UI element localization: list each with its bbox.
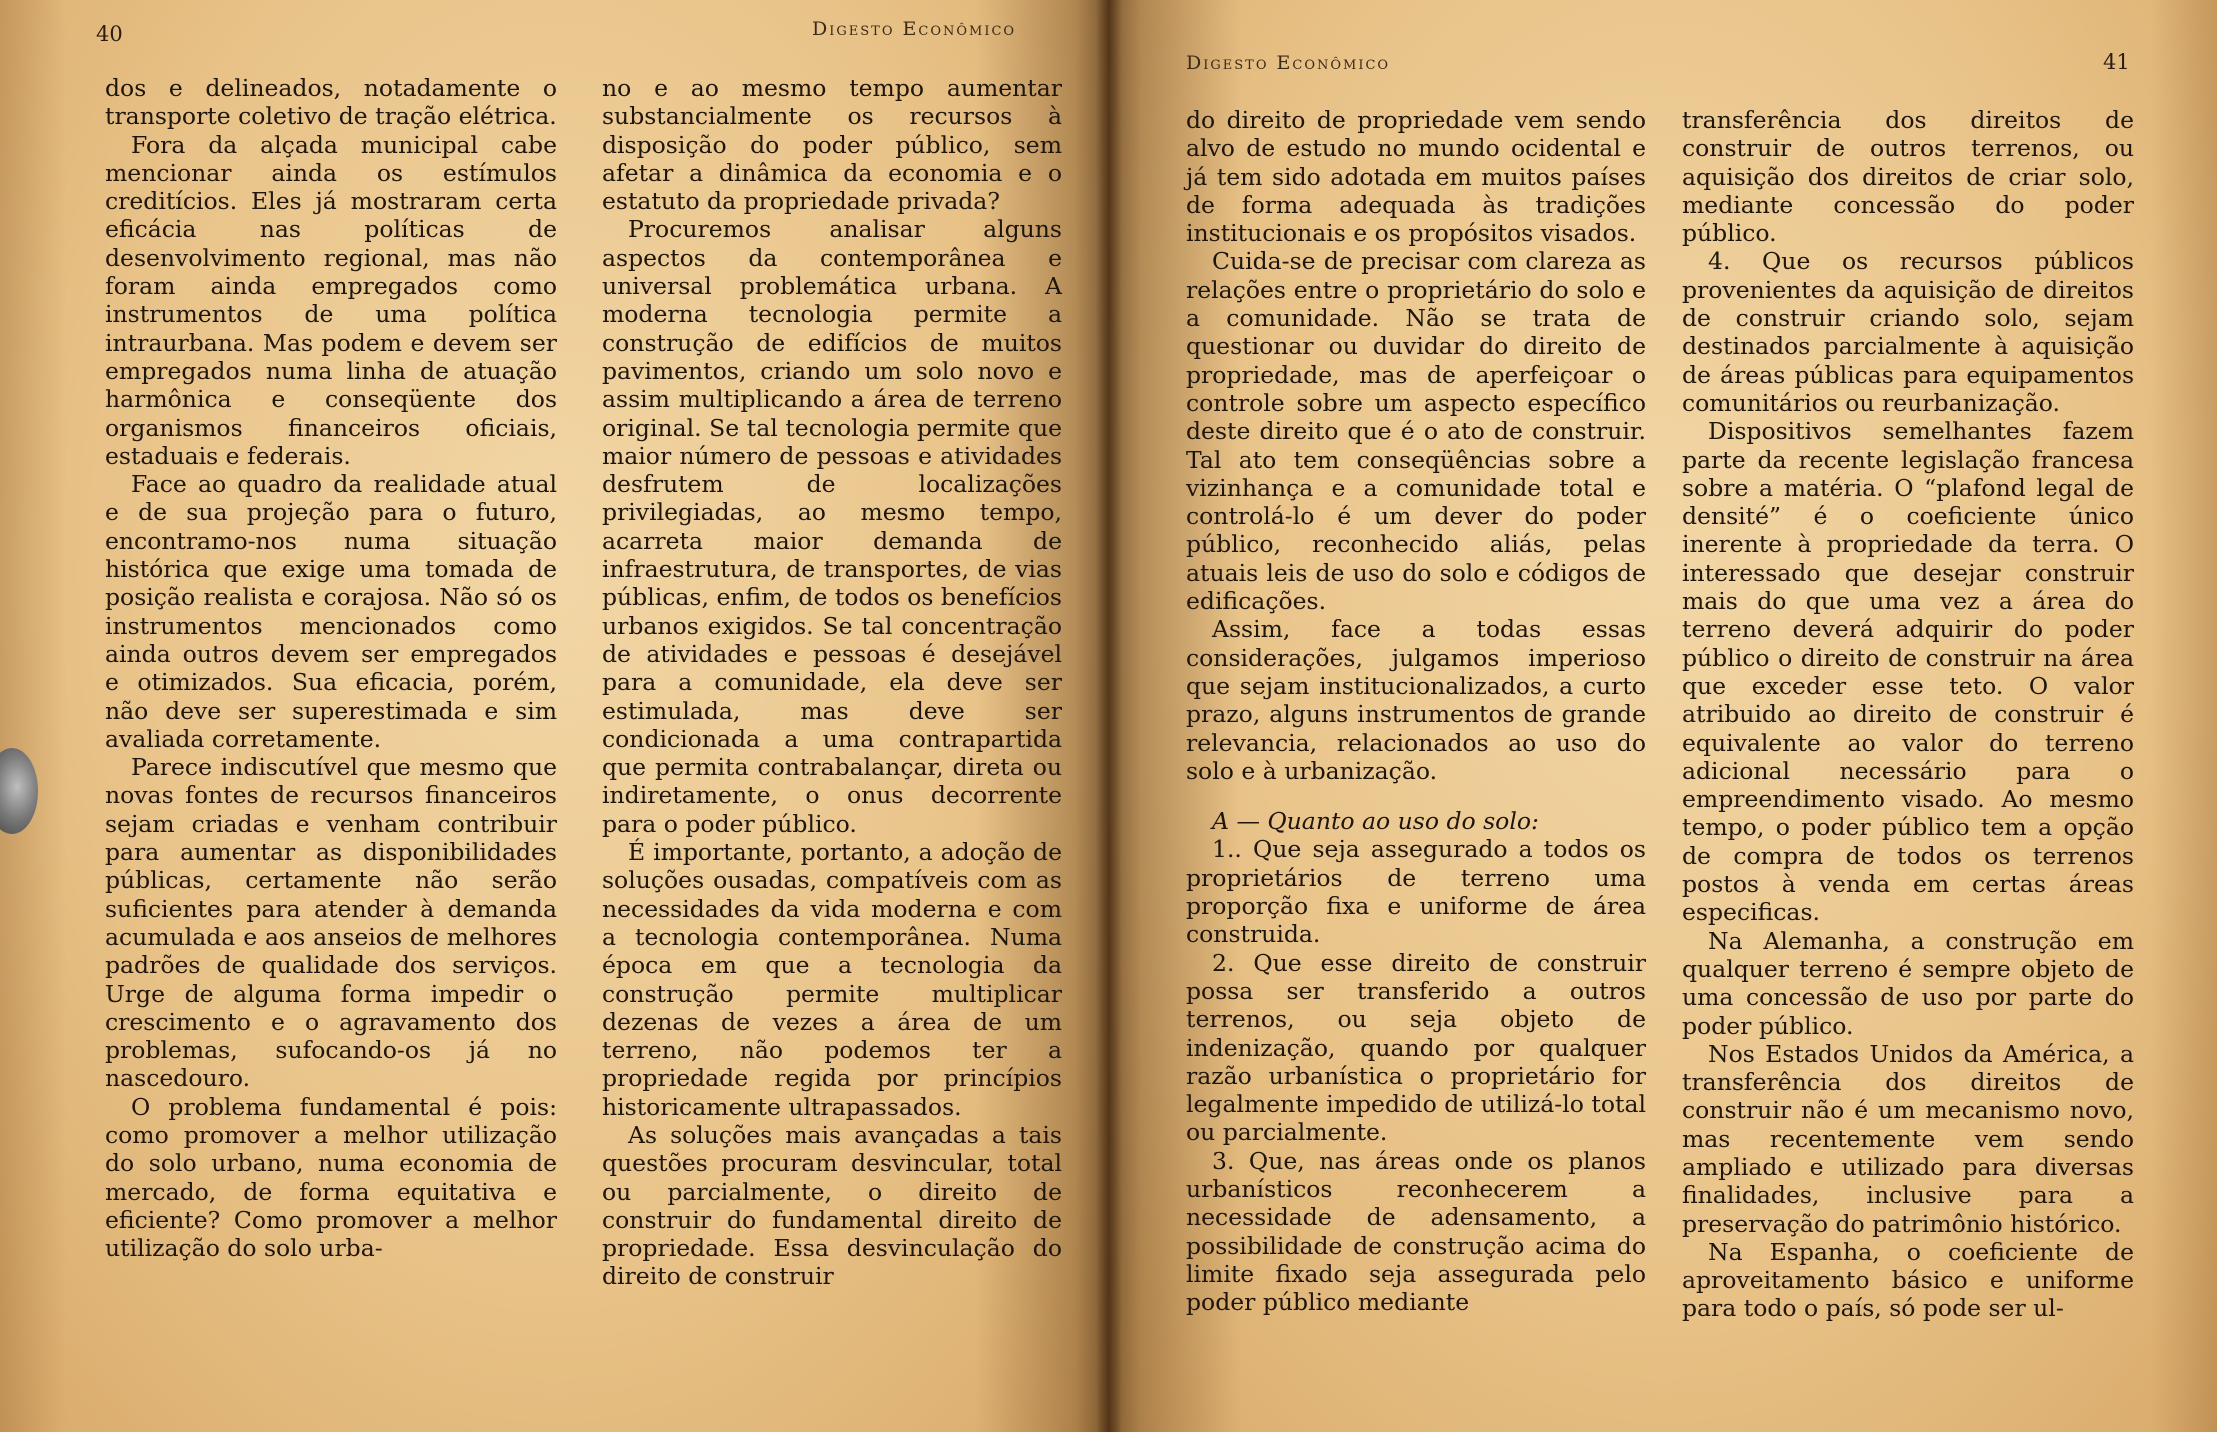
binder-clip bbox=[0, 748, 38, 834]
paragraph: do direito de propriedade vem sendo alvo de estudo no mundo ocidental e já tem sido adotada em muitos países de forma adequada às tradições institucionais e os propósitos visados. bbox=[1186, 106, 1646, 248]
paragraph: no e ao mesmo tempo aumentar substancialmente os recursos à disposição do poder público, sem afetar a dinâmica da economia e o estatuto da propriedade privada? bbox=[602, 74, 1062, 216]
list-item: 2. Que esse direito de construir possa ser transferido a outros terrenos, ou seja objeto de indenização, quando por qualquer razão urbanística o proprietário for legalmente impedido de utilizá-lo total ou parcialmente. bbox=[1186, 948, 1646, 1147]
paragraph: Assim, face a todas essas considerações, julgamos imperioso que sejam institucionalizados, a curto prazo, alguns instrumentos de grande relevancia, relacionados ao uso do solo e à urbanização. bbox=[1186, 615, 1646, 785]
paragraph: transferência dos direitos de construir de outros terrenos, ou aquisição dos direitos de criar solo, mediante concessão do poder público. bbox=[1682, 106, 2134, 248]
paragraph: O problema fundamental é pois: como promover a melhor utilização do solo urbano, numa economia de mercado, de forma equitativa e eficiente? Como promover a melhor utilização do solo urba- bbox=[105, 1092, 557, 1263]
left-column-1 bbox=[105, 74, 557, 1262]
left-column-2 bbox=[602, 74, 1062, 1291]
list-item: 3. Que, nas áreas onde os planos urbanísticos reconhecerem a necessidade de adensamento, a possibilidade de construção acima do limite fixado seja assegurada pelo poder público mediante bbox=[1186, 1146, 1646, 1317]
paragraph: Parece indiscutível que mesmo que novas fontes de recursos financeiros sejam criadas e venham contribuir para aumentar as disponibilidades públicas, certamente não serão suficientes para atender à demanda acumulada e aos anseios de melhores padrões de qualidade dos serviços. Urge de alguma forma impedir o crescimento e o agravamento dos problemas, sufocando-os já no nascedouro. bbox=[105, 753, 557, 1093]
right-page bbox=[1108, 0, 2217, 1432]
paragraph: Procuremos analisar alguns aspectos da contemporânea e universal problemática urbana. A moderna tecnologia permite a construção de edifícios de muitos pavimentos, criando um solo novo e assim multiplicando a área de terreno original. Se tal tecnologia permite que maior número de pessoas e atividades desfrutem de localizações privilegiadas, ao mesmo tempo, acarreta maior demanda de infraestrutura, de transportes, de vias públicas, enfim, de todos os benefícios urbanos exigidos. Se tal concentração de atividades e pessoas é desejável para a comunidade, ela deve ser estimulada, mas deve ser condicionada a uma contrapartida que permita contrabalançar, direta ou indiretamente, o onus decorrente para o poder público. bbox=[602, 215, 1062, 838]
paragraph: Cuida-se de precisar com clareza as relações entre o proprietário do solo e a comunidade. Não se trata de questionar ou duvidar do direito de propriedade, mas de aperfeiçoar o controle sobre um aspecto específico deste direito que é o ato de construir. Tal ato tem conseqüências sobre a vizinhança e a comunidade total e controlá-lo é um dever do poder público, reconhecido aliás, pelas atuais leis de uso do solo e códigos de edificações. bbox=[1186, 247, 1646, 616]
paragraph: Face ao quadro da realidade atual e de sua projeção para o futuro, encontramo-nos numa situação histórica que exige uma tomada de posição realista e corajosa. Não só os instrumentos mencionados como ainda outros devem ser empregados e otimizados. Sua eficacia, porém, não deve ser superestimada e sim avaliada corretamente. bbox=[105, 470, 557, 753]
paragraph: Fora da alçada municipal cabe mencionar ainda os estímulos creditícios. Eles já mostraram certa eficácia nas políticas de desenvolvimento regional, mas não foram ainda empregados como instrumentos de uma política intraurbana. Mas podem e devem ser empregados numa linha de atuação harmônica e conseqüente dos organismos financeiros oficiais, estaduais e federais. bbox=[105, 130, 557, 470]
paragraph: Dispositivos semelhantes fazem parte da recente legislação francesa sobre a matéria. O “plafond legal de densité” é o coeficiente único inerente à propriedade da terra. O interessado que desejar construir mais do que uma vez a área do terreno deverá adquirir do poder público o direito de construir na área que exceder esse teto. O valor atribuido ao direito de construir é equivalente ao valor do terreno adicional necessário para o empreendimento visado. Ao mesmo tempo, o poder público tem a opção de compra de todos os terrenos postos à venda em certas áreas especificas. bbox=[1682, 417, 2134, 927]
section-subhead: A — Quanto ao uso do solo: bbox=[1212, 807, 1539, 836]
list-item: 1.. Que seja assegurado a todos os proprietários de terreno uma proporção fixa e uniforme de área construida. bbox=[1186, 835, 1646, 949]
paragraph: É importante, portanto, a adoção de soluções ousadas, compatíveis com as necessidades da vida moderna e com a tecnologia contemporânea. Numa época em que a tecnologia da construção permite multiplicar dezenas de vezes a área de um terreno, não podemos ter a propriedade regida por princípios historicamente ultrapassados. bbox=[602, 838, 1062, 1121]
paragraph: Na Espanha, o coeficiente de aproveitamento básico e uniforme para todo o país, só pode ser ul- bbox=[1682, 1237, 2134, 1323]
paragraph: Nos Estados Unidos da América, a transferência dos direitos de construir não é um mecanismo novo, mas recentemente vem sendo ampliado e utilizado para diversas finalidades, inclusive para a preservação do patrimônio histórico. bbox=[1682, 1039, 2134, 1238]
paragraph: dos e delineados, notadamente o transporte coletivo de tração elétrica. bbox=[105, 74, 557, 131]
running-head: Digesto Econômico bbox=[812, 18, 1017, 40]
list-item: 4. Que os recursos públicos provenientes da aquisição de direitos de construir criando solo, sejam destinados parcialmente à aquisição de áreas públicas para equipamentos comunitários ou reurbanização. bbox=[1682, 247, 2134, 417]
page-number: 41 bbox=[2103, 50, 2130, 74]
right-column-2 bbox=[1682, 106, 2134, 1323]
paragraph: As soluções mais avançadas a tais questões procuram desvincular, total ou parcialmente, o direito de construir do fundamental direito de propriedade. Essa desvinculação do direito de construir bbox=[602, 1120, 1062, 1291]
right-column-1 bbox=[1186, 106, 1646, 1316]
paragraph: Na Alemanha, a construção em qualquer terreno é sempre objeto de uma concessão de uso por parte do poder público. bbox=[1682, 926, 2134, 1040]
left-page bbox=[0, 0, 1108, 1432]
book-gutter bbox=[1096, 0, 1122, 1432]
page-number: 40 bbox=[96, 22, 123, 46]
running-head: Digesto Econômico bbox=[1186, 52, 1391, 74]
